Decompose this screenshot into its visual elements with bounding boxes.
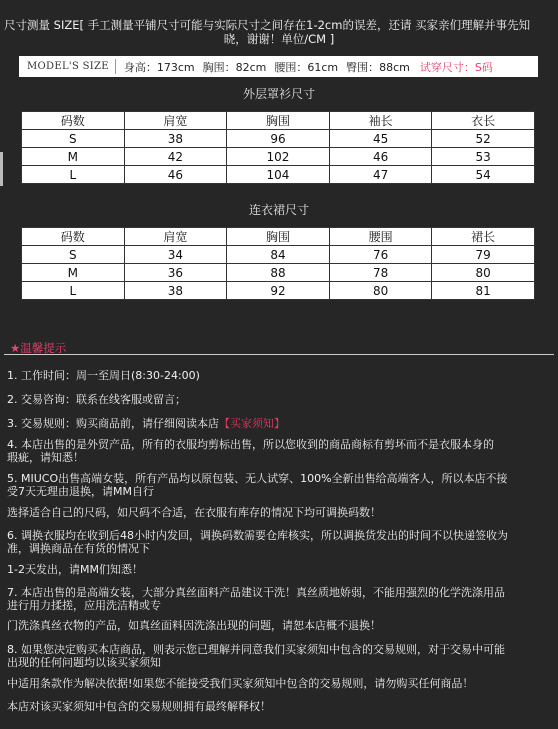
tip-item-7-line-1: 7. 本店出售的是高端女装，大部分真丝面料产品建议干洗！真丝质地娇弱，不能用强烈的化学洗涤用品 (7, 586, 505, 599)
table-cell: 45 (329, 130, 432, 148)
model-hip: 臀围：88cm (346, 60, 410, 74)
table-row (22, 148, 535, 166)
buyer-notice-link[interactable]: 【买家须知】 (219, 417, 285, 430)
tip-item-7 (7, 586, 553, 612)
shirt-size-table (21, 111, 535, 184)
tip-item-3 (7, 417, 553, 430)
tip-item-8-line-1: 8. 如果您决定购买本店商品，则表示您已理解并同意我们买家须知中包含的交易规则，对于交易中可能 (7, 643, 505, 656)
table-header-row (22, 112, 535, 130)
tips-divider (4, 340, 554, 355)
table-cell: 96 (227, 130, 330, 148)
table-cell: 84 (227, 246, 330, 264)
table-cell: 34 (124, 246, 227, 264)
model-waist: 腰围：61cm (274, 60, 339, 74)
tip-final-note: 本店对该买家须知中包含的交易规则拥有最终解释权！ (7, 700, 271, 713)
tip-item-3-text: 3. 交易规则：购买商品前，请仔细阅读本店 (7, 417, 219, 430)
shirt-table-title: 外层罩衫尺寸 (242, 87, 315, 101)
dress-size-table (21, 227, 535, 300)
tip-item-6-line-3: 1-2天发出，请MM们知悉！ (7, 563, 143, 576)
intro-line-1: 尺寸测量 SIZE[ 手工测量平铺尺寸可能与实际尺寸之间存在1-2cm的误差，还请 买家亲们理解并事先知 (4, 18, 531, 32)
model-size-bar (19, 56, 538, 77)
tip-item-5 (7, 472, 553, 498)
table-row (22, 166, 535, 184)
table-row (22, 130, 535, 148)
model-height: 身高：173cm (123, 60, 195, 74)
table-cell: 46 (124, 166, 227, 184)
header-cell: 腰围 (329, 228, 432, 246)
header-cell: 胸围 (227, 112, 330, 130)
table-cell: S (22, 130, 125, 148)
model-bust: 胸围：82cm (202, 60, 267, 74)
tip-item-7-line-3: 门洗涤真丝衣物的产品，如真丝面料因洗涤出现的问题，请恕本店概不退换！ (7, 619, 381, 632)
table-cell: S (22, 246, 125, 264)
header-cell: 肩宽 (124, 112, 227, 130)
table-cell: 81 (432, 282, 535, 300)
header-cell: 衣长 (432, 112, 535, 130)
tip-item-1: 1. 工作时间：周一至周日(8:30-24:00) (7, 369, 200, 382)
tips-title: ★温馨提示 (10, 341, 67, 355)
table-cell: 46 (329, 148, 432, 166)
table-cell: 42 (124, 148, 227, 166)
table-cell: 36 (124, 264, 227, 282)
model-size-label: MODEL'S SIZE (19, 59, 116, 74)
table-row (22, 264, 535, 282)
table-cell: 54 (432, 166, 535, 184)
tip-item-6-line-2: 准，调换商品在有货的情况下 (7, 542, 150, 555)
tip-item-5-line-3: 选择适合自己的尺码，如尺码不合适，在衣服有库存的情况下均可调换码数！ (7, 506, 381, 519)
intro-line-2: 晓，谢谢！单位/CM ] (223, 32, 335, 46)
table-cell: 88 (227, 264, 330, 282)
tip-item-8 (7, 643, 553, 669)
table-cell: L (22, 166, 125, 184)
table-cell: 80 (432, 264, 535, 282)
size-intro (4, 18, 554, 46)
tip-item-5-line-1: 5. MIUCO出售高端女装，所有产品均以原包装、无人试穿、100%全新出售给高端客人，所以本店不接 (7, 472, 508, 485)
table-row (22, 282, 535, 300)
tip-item-4-line-2: 瑕疵，请知悉！ (7, 451, 84, 464)
table-cell: 76 (329, 246, 432, 264)
table-cell: M (22, 264, 125, 282)
header-cell: 码数 (22, 112, 125, 130)
header-cell: 裙长 (432, 228, 535, 246)
table-cell: L (22, 282, 125, 300)
tip-item-5-line-2: 受7天无理由退换，请MM自行 (7, 485, 154, 498)
dress-table-title: 连衣裙尺寸 (248, 203, 309, 217)
table-cell: 80 (329, 282, 432, 300)
table-cell: 47 (329, 166, 432, 184)
tip-item-8-line-3: 中适用条款作为解决依据!如果您不能接受我们买家须知中包含的交易规则，请勿购买任何商品！ (7, 677, 474, 690)
table-cell: 92 (227, 282, 330, 300)
tip-item-8-line-2: 出现的任何问题均以该买家须知 (7, 656, 161, 669)
header-cell: 码数 (22, 228, 125, 246)
header-cell: 肩宽 (124, 228, 227, 246)
scrollbar-thumb[interactable] (0, 152, 3, 186)
table-cell: 52 (432, 130, 535, 148)
table-cell: 53 (432, 148, 535, 166)
table-cell: 79 (432, 246, 535, 264)
header-cell: 胸围 (227, 228, 330, 246)
tip-item-6-line-1: 6. 调换衣服均在收到后48小时内发回，调换码数需要仓库核实，所以调换货发出的时间不以快递签收为 (7, 529, 508, 542)
tip-item-7-line-2: 进行用力揉搓，应用洗洁精或专 (7, 599, 161, 612)
header-cell: 袖长 (329, 112, 432, 130)
table-row (22, 246, 535, 264)
table-cell: 38 (124, 130, 227, 148)
table-cell: 38 (124, 282, 227, 300)
tip-item-4-line-1: 4. 本店出售的是外贸产品，所有的衣服均剪标出售，所以您收到的商品商标有剪坏而不是衣服本身的 (7, 438, 494, 451)
table-cell: 102 (227, 148, 330, 166)
table-cell: 104 (227, 166, 330, 184)
table-cell: M (22, 148, 125, 166)
tip-item-6 (7, 529, 553, 555)
tip-item-2: 2. 交易咨询：联系在线客服或留言； (7, 393, 186, 406)
model-try-size: 试穿尺寸：S码 (419, 60, 493, 74)
table-header-row (22, 228, 535, 246)
tip-item-4 (7, 438, 553, 464)
table-cell: 78 (329, 264, 432, 282)
